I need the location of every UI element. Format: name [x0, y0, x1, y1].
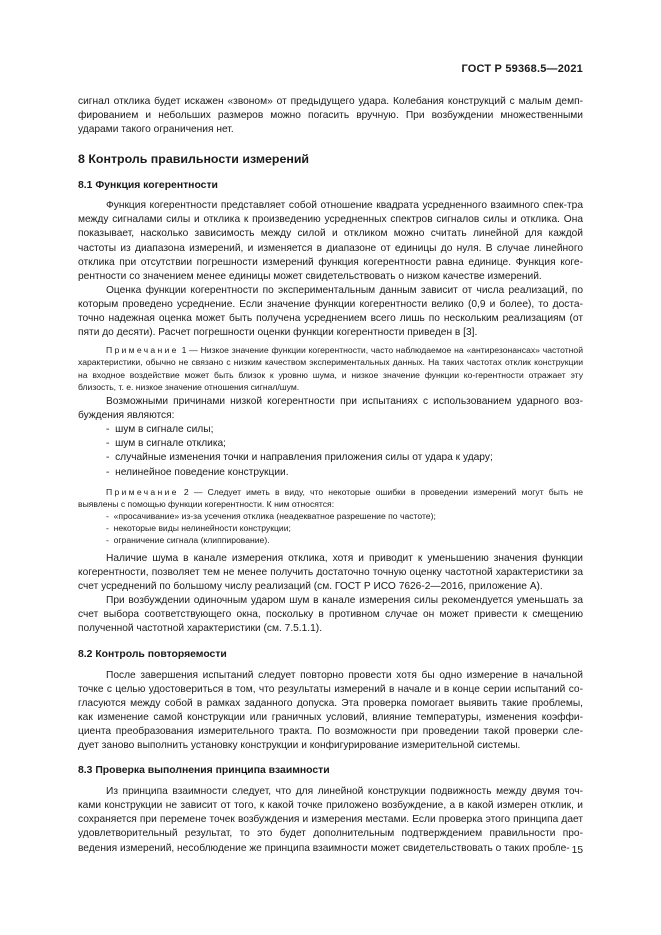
note-2-label: Примечание [106, 486, 179, 497]
section-8-heading: 8 Контроль правильности измерений [78, 152, 310, 167]
note-2-list [78, 510, 583, 546]
list-item: - шум в сигнале отклика; [106, 438, 227, 450]
note-1-label: Примечание [106, 345, 179, 356]
page-content [78, 95, 583, 856]
list-item: - ограничение сигнала (клиппирование). [106, 535, 270, 545]
s81-note-2 [78, 486, 583, 510]
list-item: - «просачивание» из-за усечения отклика (неадекватное разрешение по частоте); [106, 511, 436, 521]
section-8-3-heading: 8.3 Проверка выполнения принципа взаимности [78, 765, 330, 777]
s83-paragraph-1: Из принципа взаимности следует, что для линейной конструкции подвижность между двумя точ-ками конструкции не зависит от того, к какой точке приложено возбуждение, а в какой измерен отклик, и сохраняется при перемене точек возбуждения и измерения местами. Если проверка этого принципа дает удовлетворительный результат, то это будет дополнительным подтверждением правильности про-ведения измерений, несоблюдение же принципа взаимности может свидетельствовать о таких пробле- [78, 786, 583, 854]
s81-note-1 [78, 344, 583, 393]
list-item: - некоторые виды нелинейности конструкции; [106, 523, 291, 533]
s82-paragraph-1: После завершения испытаний следует повторно провести хотя бы одно измерение в начальной точке с целью удостовериться в том, что результаты измерений в начале и в конце серии испытаний со-гласуются между собой в рамках заданного допуска. Эта проверка помогает выявить такие проблемы, как изменение самой конструкции или граничных условий, влияние температуры, изменения коэффи-циента преобразования измерительного тракта. По возможности при проведении такой проверки сле-дует заново выполнить установку конструкции и конфигурирование измерительной системы. [78, 669, 583, 752]
section-8-2-heading: 8.2 Контроль повторяемости [78, 648, 227, 660]
list-item: - случайные изменения точки и направления приложения силы от удара к удару; [106, 452, 493, 464]
list-item: - нелинейное поведение конструкции. [106, 466, 289, 478]
note-2-text: 2 — Следует иметь в виду, что некоторые ошибки в проведении измерений могут быть не выявлены с помощью функции когерентности. К ним относятся: [78, 486, 583, 509]
page-number: 15 [571, 845, 583, 856]
s81-paragraph-2: Оценка функции когерентности по экспериментальным данным зависит от числа реализаций, по которым проведено усреднение. Если значение функции когерентности велико (0,9 и более), то доста-точно надежная оценка может быть получена усреднением всего лишь по нескольким реализациям (от пяти до десяти). Расчет погрешности оценки функции когерентности приведен в [3]. [78, 284, 583, 339]
section-8-1-heading: 8.1 Функция когерентности [78, 180, 218, 192]
list-item: - шум в сигнале силы; [106, 424, 214, 436]
note-1-text: 1 — Низкое значение функции когерентности, часто наблюдаемое на «антирезонансах» частотной характеристики, обычно не связано с низким качеством экспериментальных данных. На таких частотах отклик конструкции на входное воздействие может быть близок к уровню шума, и низкое значение функции ко-герентности отражает эту близость, т. е. низкое значение отношения сигнал/шум. [78, 345, 583, 392]
s81-paragraph-4: Наличие шума в канале измерения отклика, хотя и приводит к уменьшению значения функции когерентности, позволяет тем не менее получить достаточно точную оценку частотной характеристики за счет усреднений по большому числу реализаций (см. ГОСТ Р ИСО 7626-2—2016, приложение А). [78, 553, 583, 593]
s81-paragraph-5: При возбуждении одиночным ударом шум в канале измерения силы рекомендуется уменьшать за счет выбора соответствующего окна, поскольку в противном случае он может привести к смещению полученной частотной характеристики (см. 7.5.1.1). [78, 595, 583, 635]
s81-paragraph-1: Функция когерентности представляет собой отношение квадрата усредненного взаимного спек-тра между сигналами силы и отклика к произведению усредненных спектров сигналов силы и отклика. Она показывает, насколько зависимость между силой и откликом можно считать линейной для каждой частоты из диапазона измерений, и изменяется в диапазоне от единицы до нуля. В случае линейного отклика при отсутствии погрешности измерений функция когерентности равна единице. Функция коге-рентности со значением менее единицы может свидетельствовать о низком качестве измерений. [78, 200, 583, 282]
document-id: ГОСТ Р 59368.5—2021 [461, 63, 583, 75]
intro-paragraph: сигнал отклика будет искажен «звоном» от предыдущего удара. Колебания конструкций с малым демп-фированием и небольших размеров можно погасить вручную. При возбуждении множественными ударами такого ограничения нет. [78, 96, 583, 136]
causes-list [78, 423, 583, 479]
s81-paragraph-3: Возможными причинами низкой когерентности при испытаниях с использованием ударного воз-буждения являются: [78, 396, 583, 422]
